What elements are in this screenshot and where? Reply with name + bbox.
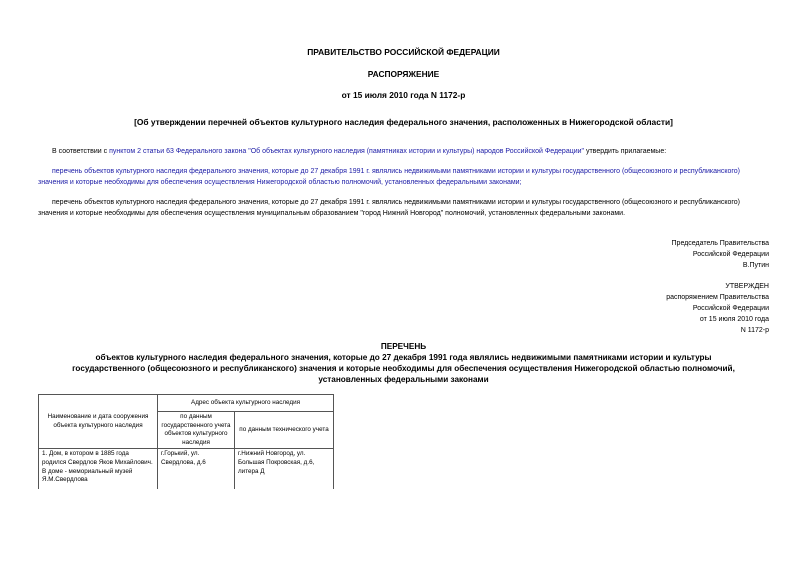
- address-group-header: Адрес объекта культурного наследия: [158, 395, 334, 412]
- col-name-header: Наименование и дата сооружения объекта культурного наследия: [39, 395, 158, 449]
- document-type: РАСПОРЯЖЕНИЕ: [367, 69, 440, 79]
- row-object-name: 1. Дом, в котором в 1885 года родился Свердлов Яков Михайлович. В доме - мемориальный музей Я.М.Свердлова: [39, 449, 158, 490]
- table-row: [39, 449, 334, 490]
- intro-prefix: В соответствии с: [52, 148, 110, 155]
- list-item-1-link[interactable]: перечень объектов культурного наследия федерального значения, которые до 27 декабря 1991 г. являлись недвижимыми памятниками истории и культуры государственного (общесоюзного и республиканского) значения и которые необходимы для обеспечения осуществления Нижегородской областью полномочий, установленных федеральными законами;: [38, 168, 741, 186]
- row-state-address: г.Горький, ул. Свердлова, д.6: [158, 449, 235, 490]
- list-subtitle-3: установленных федеральными законами: [318, 375, 489, 384]
- list-subtitle-2: государственного (общесоюзного и республиканского) значения и которые необходимы для обеспечения осуществления Нижегородской областью полномочий,: [72, 364, 735, 373]
- approval-line-3: Российской Федерации: [692, 305, 769, 312]
- approval-line-4: от 15 июля 2010 года: [699, 316, 769, 323]
- signature-name: В.Путин: [742, 262, 769, 269]
- approval-line-1: УТВЕРЖДЕН: [725, 283, 769, 290]
- table-header-row: [39, 395, 334, 412]
- col-tech-address-header: по данным технического учета: [235, 412, 334, 449]
- signature-line-2: Российской Федерации: [692, 251, 769, 258]
- document-date-number: от 15 июля 2010 года N 1172-р: [341, 90, 466, 100]
- list-title: ПЕРЕЧЕНЬ: [380, 342, 427, 351]
- list-item-2: перечень объектов культурного наследия федерального значения, которые до 27 декабря 1991 г. являлись недвижимыми памятниками истории и культуры государственного (общесоюзного и республиканского) значения и которые необходимы для обеспечения осуществления муниципальным образованием "город Нижний Новгород" полномочий, установленных федеральными законами.: [38, 199, 741, 217]
- intro-suffix: утвердить прилагаемые:: [584, 148, 667, 155]
- approval-line-5: N 1172-р: [740, 327, 769, 334]
- government-title: ПРАВИТЕЛЬСТВО РОССИЙСКОЙ ФЕДЕРАЦИИ: [307, 47, 500, 57]
- document-subject: [Об утверждении перечней объектов культурного наследия федерального значения, расположенных в Нижегородской области]: [134, 117, 673, 127]
- monuments-table: [38, 394, 334, 489]
- list-subtitle-1: объектов культурного наследия федерального значения, которые до 27 декабря 1991 года являлись недвижимыми памятниками истории и культуры: [95, 353, 712, 362]
- approval-block: [549, 281, 769, 336]
- col-state-address-header: по данным государственного учета объектов культурного наследия: [158, 412, 235, 449]
- federal-law-link[interactable]: пунктом 2 статьи 63 Федерального закона "Об объектах культурного наследия (памятниках истории и культуры) народов Российской Федерации": [109, 148, 585, 155]
- row-tech-address: г.Нижний Новгород, ул. Большая Покровская, д.6, литера Д: [235, 449, 334, 490]
- intro-paragraph: [52, 146, 767, 157]
- approval-line-2: распоряжением Правительства: [666, 294, 769, 301]
- signature-block: [549, 238, 769, 271]
- signature-line-1: Председатель Правительства: [671, 240, 769, 247]
